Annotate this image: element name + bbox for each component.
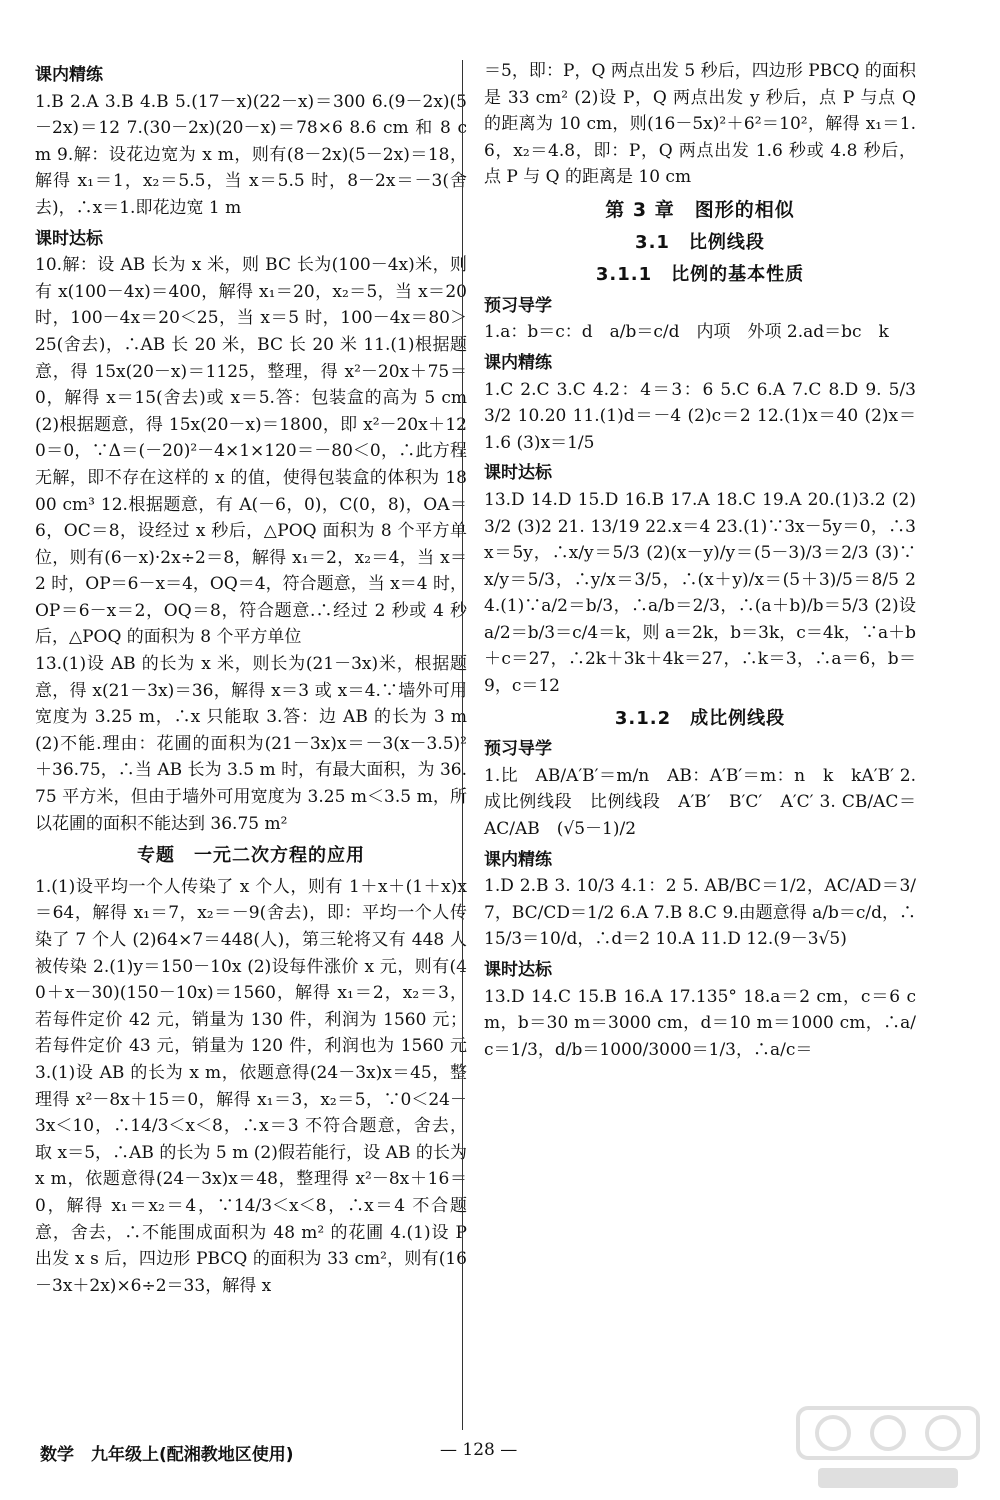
answer-paragraph: 10.解：设 AB 长为 x 米，则 BC 长为(100－4x)米，则有 x(100－4x)＝400，解得 x₁＝20，x₂＝5，当 x＝20 时，100－4x＝20＜25，当 x＝5 时，100－4x＝80＞25(舍去)，∴AB 长 20 米，BC 长 20 米 11.(1)根据题意，得 15x(20－x)＝1125，整理，得 x²－20x＋75＝0，解得 x＝15(舍去)或 x＝5.答：包装盒的高为 5 cm (2)根据题意，得 15x(20－x)＝1800，即 x²－20x＋120＝0，∵Δ＝(－20)²－4×1×120＝－80＜0，∴此方程无解，即不存在这样的 x 的值，使得包装盒的体积为 1800 cm³ 12.根据题意，有 A(－6，0)，C(0，8)，OA＝6，OC＝8，设经过 x 秒后，△POQ 面积为 8 个平方单位，则有(6－x)·2x÷2＝8，解得 x₁＝2，x₂＝4，当 x＝2 时，OP＝6－x＝4，OQ＝4，符合题意，当 x＝4 时，OP＝6－x＝2，OQ＝8，符合题意.∴经过 2 秒或 4 秒后，△POQ 的面积为 8 个平方单位	[35, 255, 467, 648]
section-heading: 课内精练	[484, 849, 552, 870]
section-heading: 课时达标	[35, 228, 103, 249]
answer-paragraph: 1.D 2.B 3. 10/3 4.1：2 5. AB/BC＝1/2，AC/AD＝3/7，BC/CD＝1/2 6.A 7.B 8.C 9.由题意得 a/b＝c/d，∴15/3＝10/d，∴d＝2 10.A 11.D 12.(9－3√5)	[484, 876, 916, 950]
answer-paragraph: 13.D 14.C 15.B 16.A 17.135° 18.a＝2 cm，c＝6 cm，b＝30 m＝3000 cm，d＝10 m＝1000 cm，∴a/c＝1/3，d/b＝1000/3000＝1/3，∴a/c＝	[484, 986, 916, 1060]
subsection-title: 3.1.2 成比例线段	[614, 707, 786, 729]
section-heading: 预习导学	[484, 295, 552, 316]
section-heading: 课时达标	[484, 960, 552, 980]
answer-paragraph: 13.D 14.D 15.D 16.B 17.A 18.C 19.A 20.(1)3.2 (2)3/2 (3)2 21. 13/19 22.x＝4 23.(1)∵3x－5y＝0，∴3x＝5y，∴x/y＝5/3 (2)(x－y)/y＝(5－3)/3＝2/3 (3)∵x/y＝5/3，∴y/x＝3/5，∴(x＋y)/x＝(5＋3)/5＝8/5 24.(1)∵a/2＝b/3，∴a/b＝2/3，∴(a＋b)/b＝5/3 (2)设 a/2＝b/3＝c/4＝k，则 a＝2k，b＝3k，c＝4k，∵a＋b＋c＝27，∴2k＋3k＋4k＝27，∴k＝3，∴a＝6，b＝9，c＝12	[484, 489, 916, 697]
answer-paragraph: 1.a：b＝c：d a/b＝c/d 内项 外项 2.ad＝bc k	[484, 322, 889, 343]
page-number: — 128 —	[440, 1440, 518, 1460]
answer-paragraph: 1.B 2.A 3.B 4.B 5.(17－x)(22－x)＝300 6.(9－2x)(5－2x)＝12 7.(30－2x)(20－x)＝78×6 8.6 cm 和 8 cm 9.解：设花边宽为 x m，则有(8－2x)(5－2x)＝18，解得 x₁＝1，x₂＝5.5，当 x＝5.5 时，8－2x＝－3(舍去)，∴x＝1.即花边宽 1 m	[35, 91, 467, 218]
watermark-logo-icon	[788, 1400, 988, 1495]
section-heading: 课内精练	[35, 65, 103, 85]
right-column	[484, 58, 933, 1063]
left-column	[35, 58, 467, 1299]
answer-paragraph: 1.比 AB/A′B′＝m/n AB：A′B′＝m：n k kA′B′ 2.成比例线段 比例线段 A′B′ B′C′ A′C′ 3. CB/AC＝AC/AB (√5－1)/2	[484, 765, 916, 840]
answer-paragraph: ＝5，即：P，Q 两点出发 5 秒后，四边形 PBCQ 的面积是 33 cm² (2)设 P，Q 两点出发 y 秒后，点 P 与点 Q 的距离为 10 cm，则(16－5x)²＋6²＝10²，解得 x₁＝1.6，x₂＝4.8，即：P，Q 两点出发 1.6 秒或 4.8 秒后，点 P 与 Q 的距离是 10 cm	[484, 61, 916, 188]
section-heading: 预习导学	[484, 739, 552, 760]
section-heading: 课内精练	[484, 352, 552, 373]
chapter-heading: 第 3 章 图形的相似	[605, 198, 795, 221]
answer-paragraph: 1.(1)设平均一个人传染了 x 个人，则有 1＋x＋(1＋x)x＝64，解得 x₁＝7，x₂＝－9(舍去)，即：平均一个人传染了 7 个人 (2)64×7＝448(人)，第三轮将又有 448 人被传染 2.(1)y＝150－10x (2)设每件涨价 x 元，则有(40＋x－30)(150－10x)＝1560，解得 x₁＝2，x₂＝3，若每件定价 42 元，销量为 130 件，利润为 1560 元；若每件定价 43 元，销量为 120 件，利润也为 1560 元 3.(1)设 AB 的长为 x m，依题意得(24－3x)x＝45，整理得 x²－8x＋15＝0，解得 x₁＝3，x₂＝5，∵0＜24－3x＜10，∴14/3＜x＜8，∴x＝3 不符合题意，舍去，取 x＝5，∴AB 的长为 5 m (2)假若能行，设 AB 的长为 x m，依题意得(24－3x)x＝48，整理得 x²－8x＋16＝0，解得 x₁＝x₂＝4，∵14/3＜x＜8，∴x＝4 不合题意，舍去，∴不能围成面积为 48 m² 的花圃 4.(1)设 P 出发 x s 后，四边形 PBCQ 的面积为 33 cm²，则有(16－3x＋2x)×6÷2＝33，解得 x	[35, 876, 467, 1296]
topic-heading: 专题 一元二次方程的应用	[137, 845, 365, 867]
subsection-title: 3.1.1 比例的基本性质	[595, 264, 805, 286]
answer-paragraph: 13.(1)设 AB 的长为 x 米，则长为(21－3x)米，根据题意，得 x(21－3x)＝36，解得 x＝3 或 x＝4.∵墙外可用宽度为 3.25 m，∴x 只能取 3.答：边 AB 的长为 3 m (2)不能.理由：花圃的面积为(21－3x)x＝－3(x－3.5)²＋36.75，∴当 AB 长为 3.5 m 时，有最大面积，为 36.75 平方米，但由于墙外可用宽度为 3.25 m＜3.5 m，所以花圃的面积不能达到 36.75 m²	[35, 654, 467, 834]
section-heading: 课时达标	[484, 463, 552, 484]
column-divider	[462, 60, 463, 1430]
answer-paragraph: 1.C 2.C 3.C 4.2：4＝3：6 5.C 6.A 7.C 8.D 9. 5/3 3/2 10.20 11.(1)d＝－4 (2)c＝2 12.(1)x＝40 (2)x＝1.6 (3)x＝1/5	[484, 379, 933, 453]
section-title: 3.1 比例线段	[635, 231, 765, 253]
footer-title: 数学 九年级上(配湘教地区使用)	[40, 1445, 294, 1465]
